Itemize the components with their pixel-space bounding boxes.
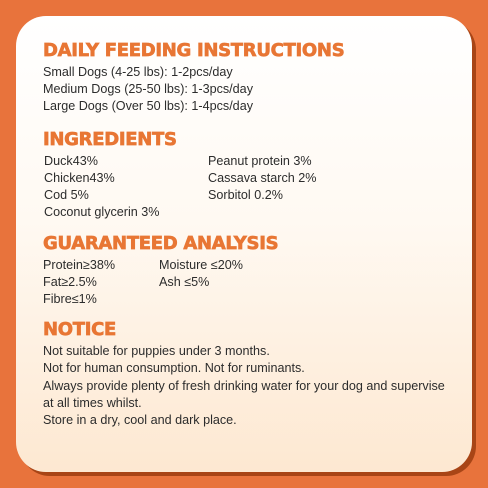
analysis-item: Fibre≤1% bbox=[43, 292, 97, 306]
ingredient-item: Cod 5% bbox=[44, 188, 89, 202]
feeding-small-dogs: Small Dogs (4-25 lbs): 1-2pcs/day bbox=[43, 65, 233, 79]
analysis-column-left bbox=[43, 257, 115, 308]
ingredient-item: Duck43% bbox=[44, 154, 98, 168]
ingredient-item: Chicken43% bbox=[44, 171, 115, 185]
analysis-column-right bbox=[159, 257, 243, 291]
ingredient-item: Coconut glycerin 3% bbox=[44, 205, 160, 219]
feeding-title: DAILY FEEDING INSTRUCTIONS bbox=[43, 40, 345, 61]
notice-line: at all times whilst. bbox=[43, 395, 142, 410]
ingredients-column-left bbox=[44, 153, 160, 221]
notice-list bbox=[43, 343, 446, 429]
ingredient-item: Peanut protein 3% bbox=[208, 154, 312, 168]
ingredient-item: Sorbitol 0.2% bbox=[208, 188, 283, 202]
ingredients-title: INGREDIENTS bbox=[43, 129, 177, 150]
feeding-medium-dogs: Medium Dogs (25-50 lbs): 1-3pcs/day bbox=[43, 82, 253, 96]
analysis-item: Moisture ≤20% bbox=[159, 258, 243, 272]
ingredient-item: Cassava starch 2% bbox=[208, 171, 317, 185]
analysis-list bbox=[43, 257, 446, 309]
feeding-list bbox=[43, 64, 446, 115]
feeding-large-dogs: Large Dogs (Over 50 lbs): 1-4pcs/day bbox=[43, 99, 253, 113]
ingredients-list bbox=[43, 153, 446, 223]
analysis-title: GUARANTEED ANALYSIS bbox=[43, 233, 279, 254]
ingredients-column-right bbox=[208, 153, 317, 204]
analysis-item: Protein≥38% bbox=[43, 258, 116, 272]
notice-line: Not suitable for puppies under 3 months. bbox=[43, 344, 270, 358]
label-card bbox=[16, 16, 472, 472]
notice-line: Always provide plenty of fresh drinking water for your dog and supervise bbox=[43, 378, 445, 393]
notice-title: NOTICE bbox=[43, 319, 117, 340]
analysis-item: Fat≥2.5% bbox=[43, 275, 97, 289]
analysis-item: Ash ≤5% bbox=[159, 275, 210, 289]
notice-line: Store in a dry, cool and dark place. bbox=[43, 413, 237, 428]
notice-line: Not for human consumption. Not for ruminants. bbox=[43, 361, 305, 376]
